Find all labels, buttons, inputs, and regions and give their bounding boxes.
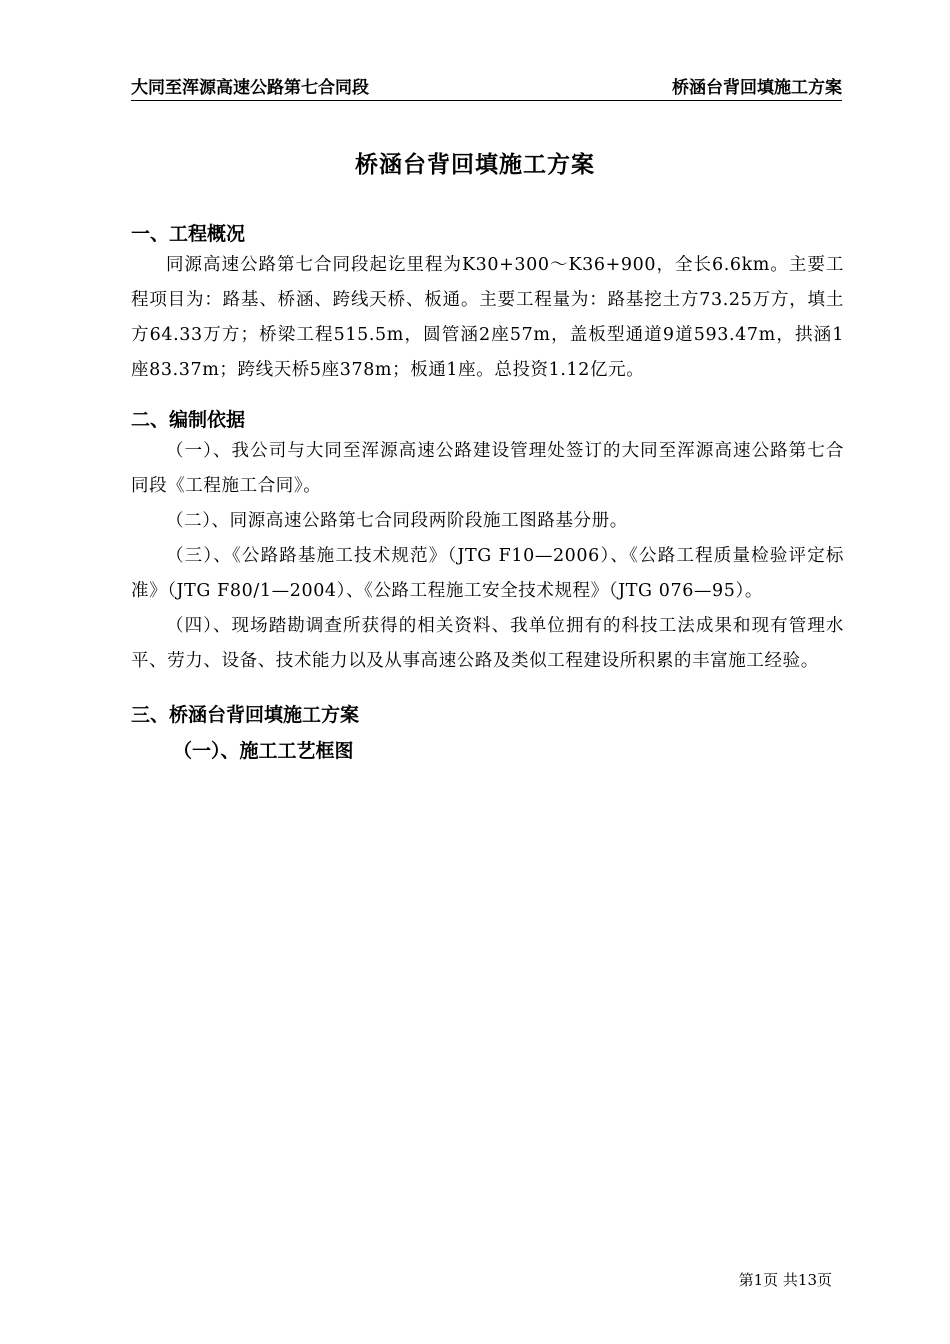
paragraph: 同源高速公路第七合同段起讫里程为K30+300～K36+900，全长6.6km。主要工程项目为：路基、桥涵、跨线天桥、板通。主要工程量为：路基挖土方73.25万方，填土方64.33万方；桥梁工程515.5m，圆管涵2座57m，盖板型通道9道593.47m，拱涵1座83.37m；跨线天桥5座378m；板通1座。总投资1.12亿元。 (131, 255, 844, 380)
page-header (131, 78, 842, 101)
paragraph: （二）、同源高速公路第七合同段两阶段施工图路基分册。 (166, 511, 628, 531)
page-number: 第1页 共13页 (738, 1271, 832, 1289)
section-heading: 一、工程概况 (131, 223, 246, 245)
document-body (131, 220, 844, 765)
section-basis (131, 406, 844, 679)
header-document-name: 桥涵台背回填施工方案 (672, 78, 842, 98)
subsection-heading: （一）、施工工艺框图 (173, 740, 354, 762)
header-project-name: 大同至浑源高速公路第七合同段 (131, 78, 369, 98)
paragraph: （四）、现场踏勘调查所获得的相关资料、我单位拥有的科技工法成果和现有管理水平、劳力、设备、技术能力以及从事高速公路及类似工程建设所积累的丰富施工经验。 (131, 616, 844, 671)
section-heading: 三、桥涵台背回填施工方案 (131, 704, 360, 726)
section-overview (131, 220, 844, 388)
paragraph: （三）、《公路路基施工技术规范》（JTG F10—2006）、《公路工程质量检验评定标准》（JTG F80/1—2004）、《公路工程施工安全技术规程》（JTG 076—95）。 (131, 546, 844, 601)
section-plan (131, 701, 844, 765)
document-title: 桥涵台背回填施工方案 (355, 152, 595, 178)
section-heading: 二、编制依据 (131, 409, 246, 431)
paragraph: （一）、我公司与大同至浑源高速公路建设管理处签订的大同至浑源高速公路第七合同段《工程施工合同》。 (131, 441, 844, 496)
